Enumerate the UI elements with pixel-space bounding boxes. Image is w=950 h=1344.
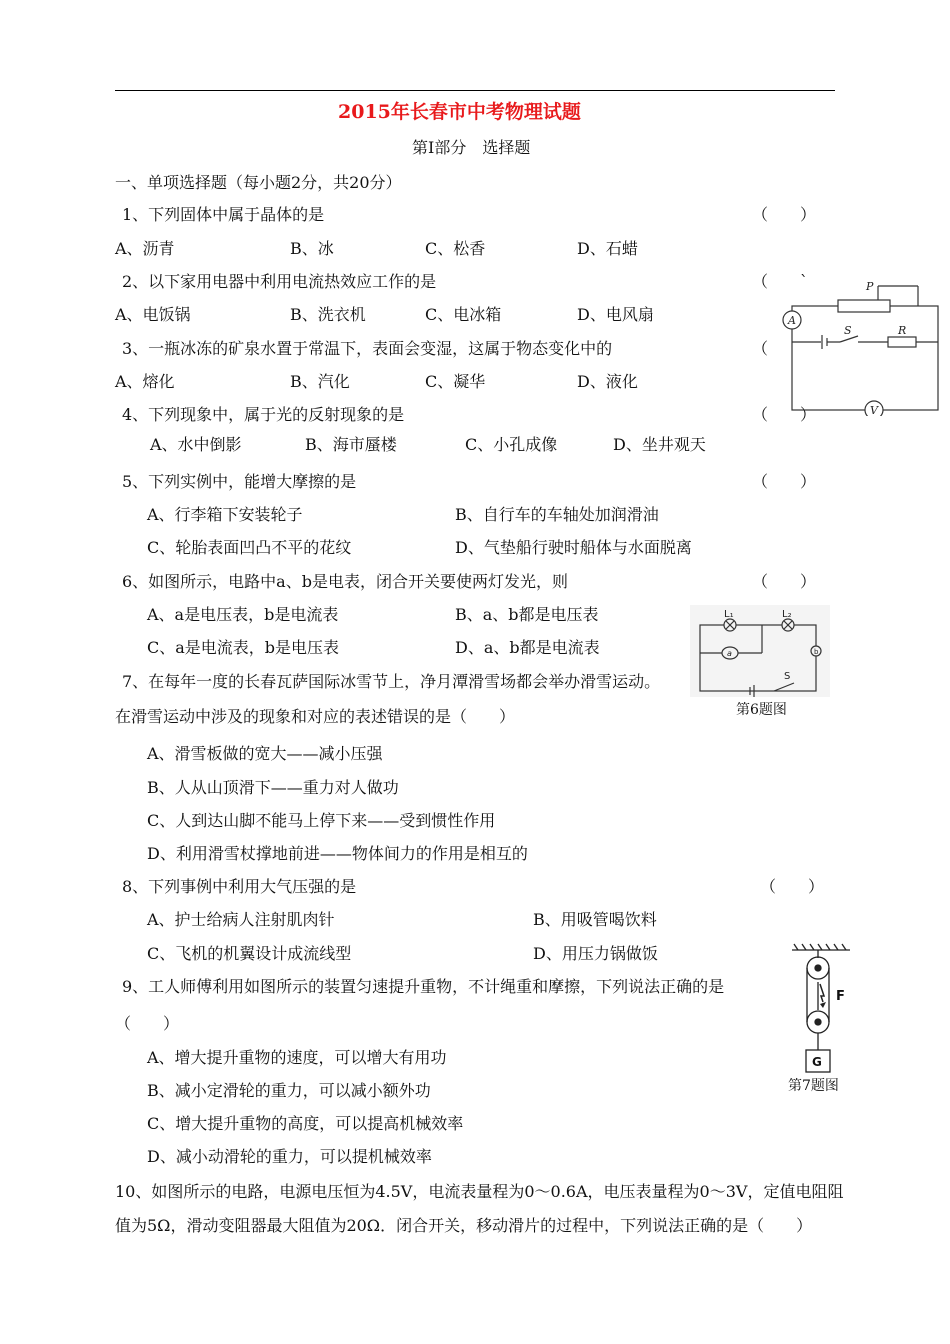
figure-caption-6: 第6题图: [736, 702, 787, 718]
option: C、增大提升重物的高度，可以提高机械效率: [147, 1114, 464, 1133]
force-label: F: [836, 989, 845, 1004]
option: A、熔化: [115, 372, 175, 391]
answer-bracket: （ ）: [752, 405, 817, 424]
circuit-diagram-q6: [690, 605, 830, 697]
question-stem: 1、下列固体中属于晶体的是: [122, 205, 325, 224]
option: C、人到达山脚不能马上停下来——受到惯性作用: [147, 811, 496, 830]
option: A、电饭锅: [115, 305, 191, 324]
option: B、用吸管喝饮料: [533, 910, 657, 929]
answer-bracket: （ ）: [752, 472, 817, 491]
circuit-diagram-q10: [778, 278, 942, 416]
question-stem: 8、下列事例中利用大气压强的是: [122, 877, 357, 896]
figure-caption-7: 第7题图: [788, 1078, 839, 1094]
question-stem: 2、以下家用电器中利用电流热效应工作的是: [122, 272, 437, 291]
switch-label: S: [844, 324, 852, 337]
option: C、轮胎表面凹凸不平的花纹: [147, 538, 352, 557]
question-stem-continued: 在滑雪运动中涉及的现象和对应的表述错误的是（ ）: [115, 707, 516, 726]
question-stem: 5、下列实例中，能增大摩擦的是: [122, 472, 357, 491]
option: A、沥青: [115, 239, 175, 258]
option: B、a、b都是电压表: [455, 605, 599, 624]
option: C、凝华: [425, 372, 486, 391]
meter-b-label: b: [814, 648, 819, 656]
option: B、人从山顶滑下——重力对人做功: [147, 778, 399, 797]
meter-a-label: a: [727, 649, 732, 658]
option: A、滑雪板做的宽大——减小压强: [147, 744, 383, 763]
option: A、护士给病人注射肌肉针: [147, 910, 335, 929]
option: B、洗衣机: [290, 305, 366, 324]
question-stem: 6、如图所示，电路中a、b是电表，闭合开关要使两灯发光，则: [122, 572, 568, 591]
option: D、减小动滑轮的重力，可以提机械效率: [147, 1147, 432, 1166]
option: A、行李箱下安装轮子: [147, 505, 303, 524]
answer-bracket: （: [752, 339, 769, 358]
lamp1-label: L₁: [724, 609, 734, 620]
option: A、增大提升重物的速度，可以增大有用功: [147, 1048, 447, 1067]
page-title: 2015年长春市中考物理试题: [338, 101, 581, 123]
voltmeter-label: V: [870, 404, 878, 416]
option: A、水中倒影: [150, 435, 242, 454]
option: D、电风扇: [577, 305, 654, 324]
question-stem: 4、下列现象中，属于光的反射现象的是: [122, 405, 405, 424]
answer-bracket: （ ）: [752, 572, 817, 591]
resistor-label: R: [898, 324, 907, 337]
option: B、汽化: [290, 372, 350, 391]
question-stem: 7、在每年一度的长春瓦萨国际冰雪节上，净月潭滑雪场都会举办滑雪运动。: [122, 672, 661, 691]
option: D、气垫船行驶时船体与水面脱离: [455, 538, 692, 557]
question-stem-continued: 值为5Ω，滑动变阻器最大阻值为20Ω．闭合开关，移动滑片的过程中，下列说法正确的是（ ）: [115, 1216, 813, 1235]
pulley-diagram: [790, 940, 854, 1080]
lamp2-label: L₂: [782, 609, 792, 620]
ammeter-label: A: [788, 314, 796, 327]
option: B、冰: [290, 239, 334, 258]
slider-label: P: [866, 280, 874, 293]
answer-bracket: （ ）: [760, 877, 825, 896]
option: D、石蜡: [577, 239, 638, 258]
option: C、飞机的机翼设计成流线型: [147, 944, 352, 963]
part-heading: 第Ⅰ部分 选择题: [412, 138, 531, 157]
option: D、坐井观天: [613, 435, 706, 454]
option: D、利用滑雪杖撑地前进——物体间力的作用是相互的: [147, 844, 528, 863]
option: B、减小定滑轮的重力，可以减小额外功: [147, 1081, 431, 1100]
question-stem-continued: （ ）: [115, 1014, 180, 1033]
question-stem: 10、如图所示的电路，电源电压恒为4.5V，电流表量程为0～0.6A，电压表量程为0～3V，定值电阻阻: [115, 1182, 844, 1201]
answer-bracket: （ `: [752, 272, 809, 291]
option: B、海市蜃楼: [305, 435, 397, 454]
option: B、自行车的车轴处加润滑油: [455, 505, 659, 524]
option: D、用压力锅做饭: [533, 944, 658, 963]
question-stem: 3、一瓶冰冻的矿泉水置于常温下，表面会变湿，这属于物态变化中的: [122, 339, 613, 358]
top-rule: [115, 90, 835, 91]
option: C、松香: [425, 239, 486, 258]
option: C、a是电流表，b是电压表: [147, 638, 340, 657]
option: D、a、b都是电流表: [455, 638, 600, 657]
question-stem: 9、工人师傅利用如图所示的装置匀速提升重物，不计绳重和摩擦，下列说法正确的是: [122, 977, 725, 996]
weight-label: G: [812, 1055, 822, 1069]
option: C、小孔成像: [465, 435, 558, 454]
switch-s-label: S: [784, 671, 791, 682]
option: D、液化: [577, 372, 638, 391]
section-heading: 一、单项选择题（每小题2分，共20分）: [115, 173, 402, 192]
answer-bracket: （ ）: [752, 205, 817, 224]
option: C、电冰箱: [425, 305, 502, 324]
option: A、a是电压表，b是电流表: [147, 605, 339, 624]
